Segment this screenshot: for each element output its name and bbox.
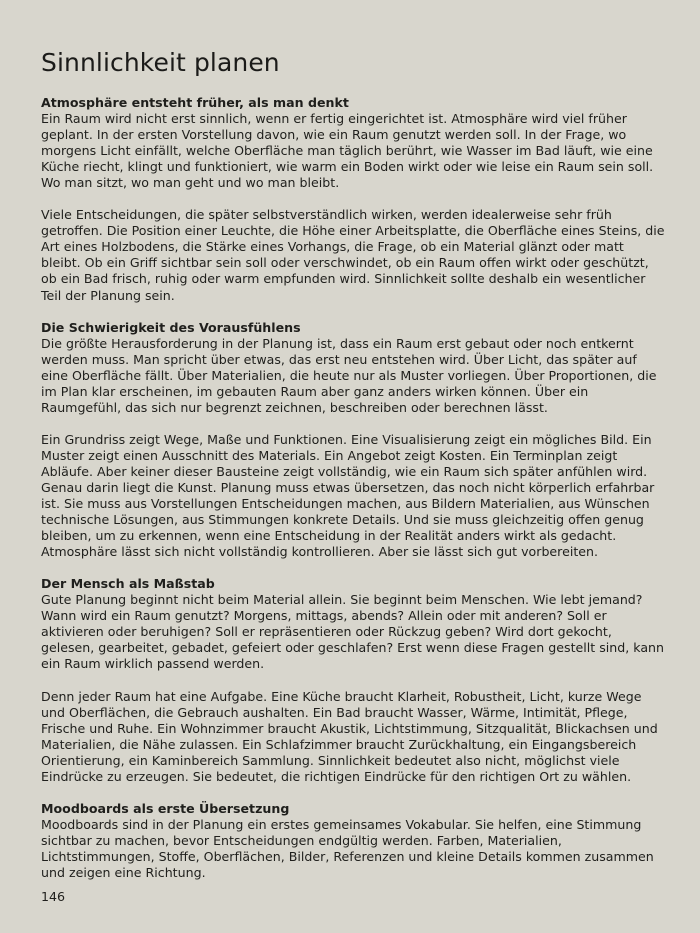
section-heading: Der Mensch als Maßstab	[41, 576, 215, 592]
section-vorausfuehlen	[41, 320, 666, 561]
section-moodboards	[41, 801, 666, 881]
section-heading: Die Schwierigkeit des Vorausfühlens	[41, 319, 301, 335]
section-heading: Atmosphäre entsteht früher, als man denkt	[41, 95, 349, 110]
page-number: 146	[41, 889, 66, 904]
section-heading: Moodboards als erste Übersetzung	[41, 800, 290, 816]
paragraph: Gute Planung beginnt nicht beim Material allein. Sie beginnt beim Menschen. Wie lebt jemand? Wann wird ein Raum genutzt? Morgens, mittags, abends? Allein oder mit anderen? Soll er aktivieren oder beruhigen? Soll er repräsentieren oder Rückzug geben? Wird dort gekocht, gelesen, gearbeitet, gebadet, gefeiert oder geschlafen? Erst wenn diese Fragen gestellt sind, kann ein Raum wirklich passend werden.	[41, 592, 665, 672]
paragraph: Die größte Herausforderung in der Planung ist, dass ein Raum erst gebaut oder noch entkernt werden muss. Man spricht über etwas, das erst neu entstehen wird. Über Licht, das später auf eine Oberfläche fällt. Über Materialien, die heute nur als Muster vorliegen. Über Proportionen, die im Plan klar erscheinen, im gebauten Raum aber ganz anders wirken können. Über ein Raumgefühl, das sich nur begrenzt zeichnen, beschreiben oder berechnen lässt.	[41, 335, 657, 415]
page-title: Sinnlichkeit planen	[41, 48, 280, 77]
paragraph: Moodboards sind in der Planung ein erstes gemeinsames Vokabular. Sie helfen, eine Stimmung sichtbar zu machen, bevor Entscheidungen endgültig werden. Farben, Materialien, Lichtstimmungen, Stoffe, Oberflächen, Bilder, Referenzen und kleine Details kommen zusammen und zeigen eine Richtung.	[41, 816, 654, 880]
section-mensch-massstab	[41, 576, 666, 785]
paragraph: Ein Grundriss zeigt Wege, Maße und Funktionen. Eine Visualisierung zeigt ein mögliches Bild. Ein Muster zeigt einen Ausschnitt des Materials. Ein Angebot zeigt Kosten. Ein Terminplan zeigt Abläufe. Aber keiner dieser Bausteine zeigt vollständig, wie ein Raum sich später anfühlen wird. Genau darin liegt die Kunst. Planung muss etwas übersetzen, das noch nicht körperlich erfahrbar ist. Sie muss aus Vorstellungen Entscheidungen machen, aus Bildern Materialien, aus Wünschen technische Lösungen, aus Stimmungen konkrete Details. Und sie muss gleichzeitig offen genug bleiben, um zu erkennen, wenn eine Entscheidung in der Realität anders wirkt als gedacht. Atmosphäre lässt sich nicht vollständig kontrollieren. Aber sie lässt sich gut vorbereiten.	[41, 431, 655, 560]
paragraph: Denn jeder Raum hat eine Aufgabe. Eine Küche braucht Klarheit, Robustheit, Licht, kurze Wege und Oberflächen, die Gebrauch aushalten. Ein Bad braucht Wasser, Wärme, Intimität, Pflege, Frische und Ruhe. Ein Wohnzimmer braucht Akustik, Lichtstimmung, Sitzqualität, Blickachsen und Materialien, die Nähe zulassen. Ein Schlafzimmer braucht Zurückhaltung, ein Eingangsbereich Orientierung, ein Kaminbereich Sammlung. Sinnlichkeit bedeutet also nicht, möglichst viele Eindrücke zu erzeugen. Sie bedeutet, die richtigen Eindrücke für den richtigen Ort zu wählen.	[41, 688, 658, 784]
body-text	[41, 95, 666, 897]
paragraph: Viele Entscheidungen, die später selbstverständlich wirken, werden idealerweise sehr früh getroffen. Die Position einer Leuchte, die Höhe einer Arbeitsplatte, die Oberfläche eines Steins, die Art eines Holzbodens, die Stärke eines Vorhangs, die Frage, ob ein Material glänzt oder matt bleibt. Ob ein Griff sichtbar sein soll oder verschwindet, ob ein Raum offen wirkt oder geschützt, ob ein Bad frisch, ruhig oder warm empfunden wird. Sinnlichkeit sollte deshalb ein wesentlicher Teil der Planung sein.	[41, 207, 665, 303]
section-atmosphaere	[41, 95, 666, 304]
paragraph: Ein Raum wird nicht erst sinnlich, wenn er fertig eingerichtet ist. Atmosphäre wird viel früher geplant. In der ersten Vorstellung davon, wie ein Raum genutzt werden soll. In der Frage, wo morgens Licht einfällt, welche Oberfläche man täglich berührt, wie Wasser im Bad läuft, wie eine Küche riecht, klingt und funktioniert, wie warm ein Boden wirkt oder wie leise ein Raum sein soll. Wo man sitzt, wo man geht und wo man bleibt.	[41, 111, 654, 191]
